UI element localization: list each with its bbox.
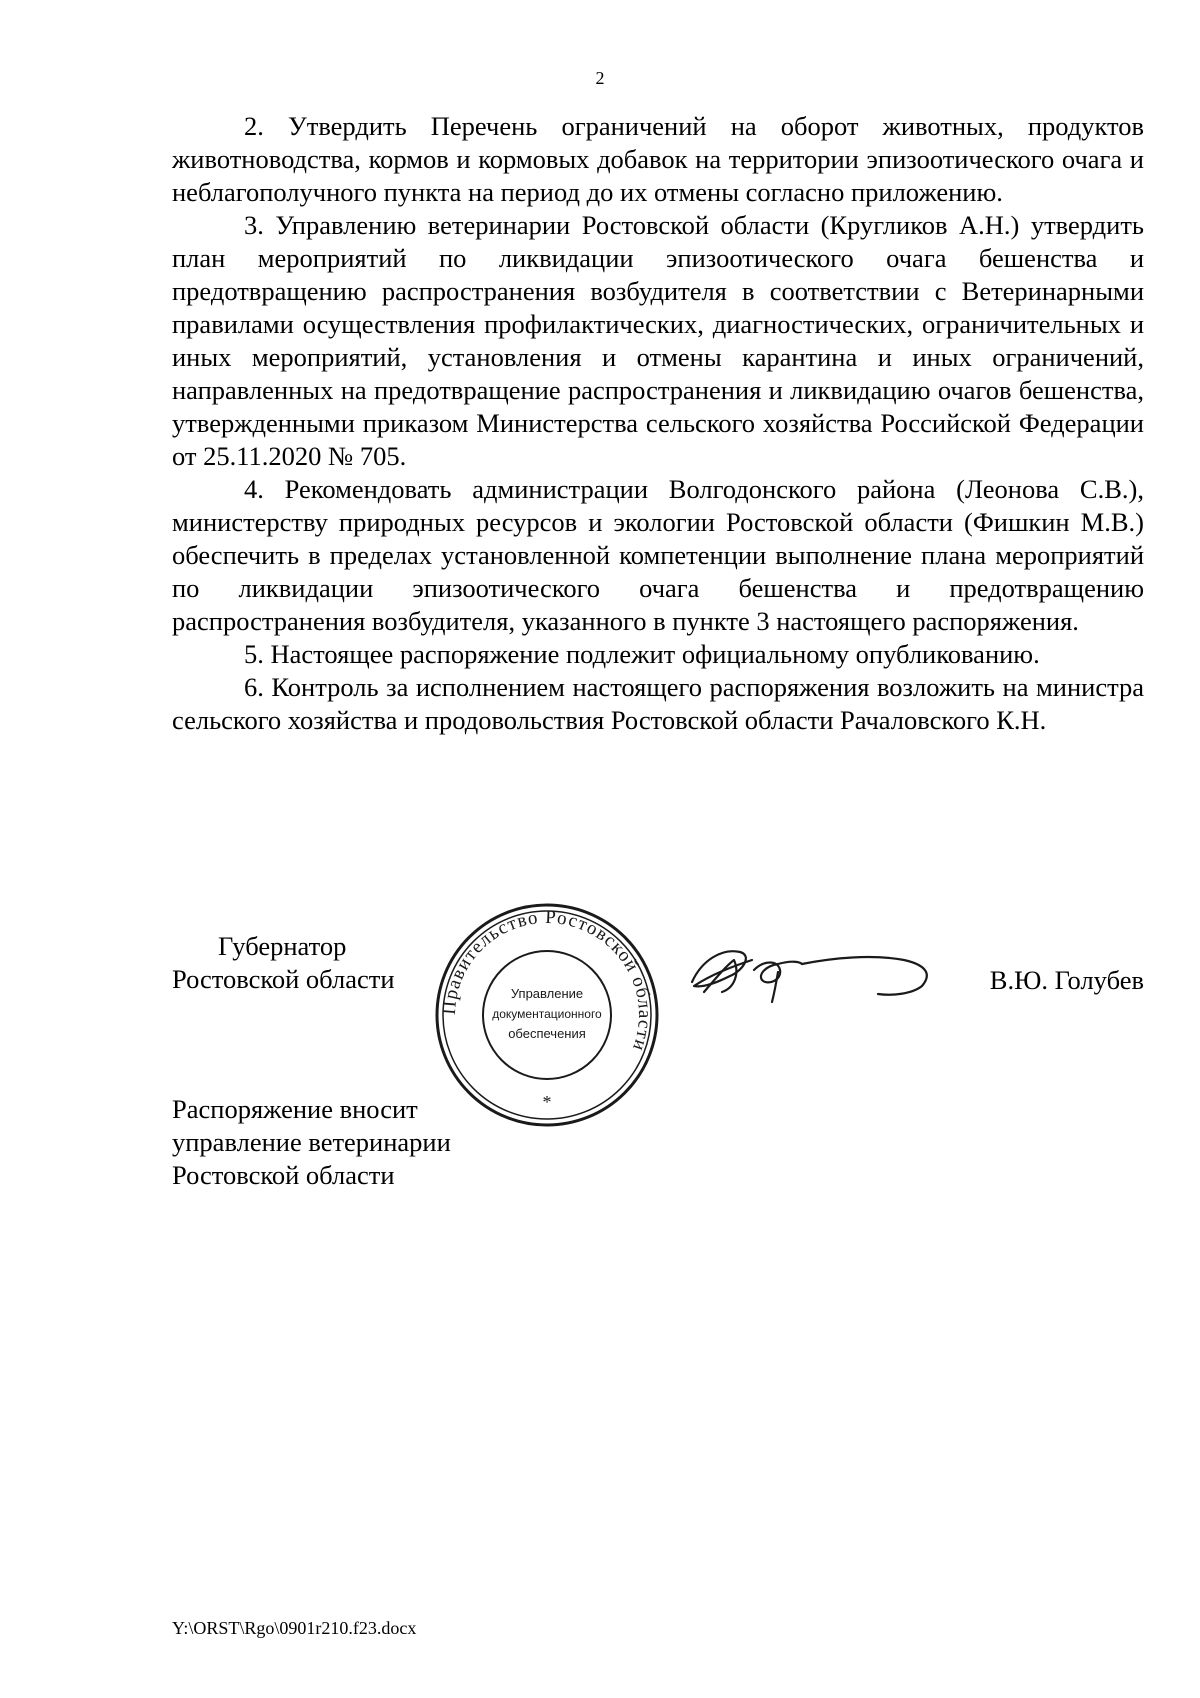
document-body — [172, 110, 1144, 737]
paragraph-3: 3. Управлению ветеринарии Ростовской области (Кругликов А.Н.) утвердить план мероприятий по ликвидации эпизоотического очага бешенства и предотвращению распространения возбудителя в соответствии с Ветеринарными правилами осуществления профилактических, диагностических, ограничительных и иных мероприятий, установления и отмены карантина и иных ограничений, направленных на предотвращение распространения и ликвидацию очагов бешенства, утвержденными приказом Министерства сельского хозяйства Российской Федерации от 25.11.2020 № 705. — [172, 210, 1144, 471]
submitter-line2: управление ветеринарии — [172, 1127, 451, 1157]
footer-file-path: Y:\ORST\Rgo\0901r210.f23.docx — [172, 1618, 417, 1638]
seal-star: * — [542, 1092, 552, 1112]
governor-title — [172, 930, 395, 996]
submitter-line1: Распоряжение вносит — [172, 1094, 418, 1124]
handwritten-signature — [682, 930, 942, 1020]
governor-title-line2: Ростовской области — [172, 964, 395, 994]
submitter-line3: Ростовской области — [172, 1160, 395, 1190]
seal-inner-line1: Управление — [510, 986, 584, 1001]
seal-inner-line3: обеспечения — [508, 1026, 586, 1041]
paragraph-6: 6. Контроль за исполнением настоящего распоряжения возложить на министра сельского хозяйства и продовольствия Ростовской области Рачаловского К.Н. — [172, 672, 1144, 735]
page-number: 2 — [595, 68, 605, 88]
paragraph-5: 5. Настоящее распоряжение подлежит официальному опубликованию. — [244, 639, 1040, 669]
paragraph-4: 4. Рекомендовать администрации Волгодонского района (Леонова С.В.), министерству природных ресурсов и экологии Ростовской области (Фишкин М.В.) обеспечить в пределах установленной компетенции выполнение плана мероприятий по ликвидации эпизоотического очага бешенства и предотвращению распространения возбудителя, указанного в пункте 3 настоящего распоряжения. — [172, 474, 1144, 636]
submitter-note — [172, 1093, 451, 1192]
official-seal — [432, 900, 662, 1130]
governor-title-line1: Губернатор — [218, 931, 347, 961]
seal-inner-line2: документационного — [492, 1007, 602, 1021]
seal-outer-text: Правительство Ростовской области — [438, 906, 656, 1055]
signer-name: В.Ю. Голубев — [989, 965, 1144, 995]
paragraph-2: 2. Утвердить Перечень ограничений на оборот животных, продуктов животноводства, кормов и кормовых добавок на территории эпизоотического очага и неблагополучного пункта на период до их отмены согласно приложению. — [172, 111, 1144, 207]
